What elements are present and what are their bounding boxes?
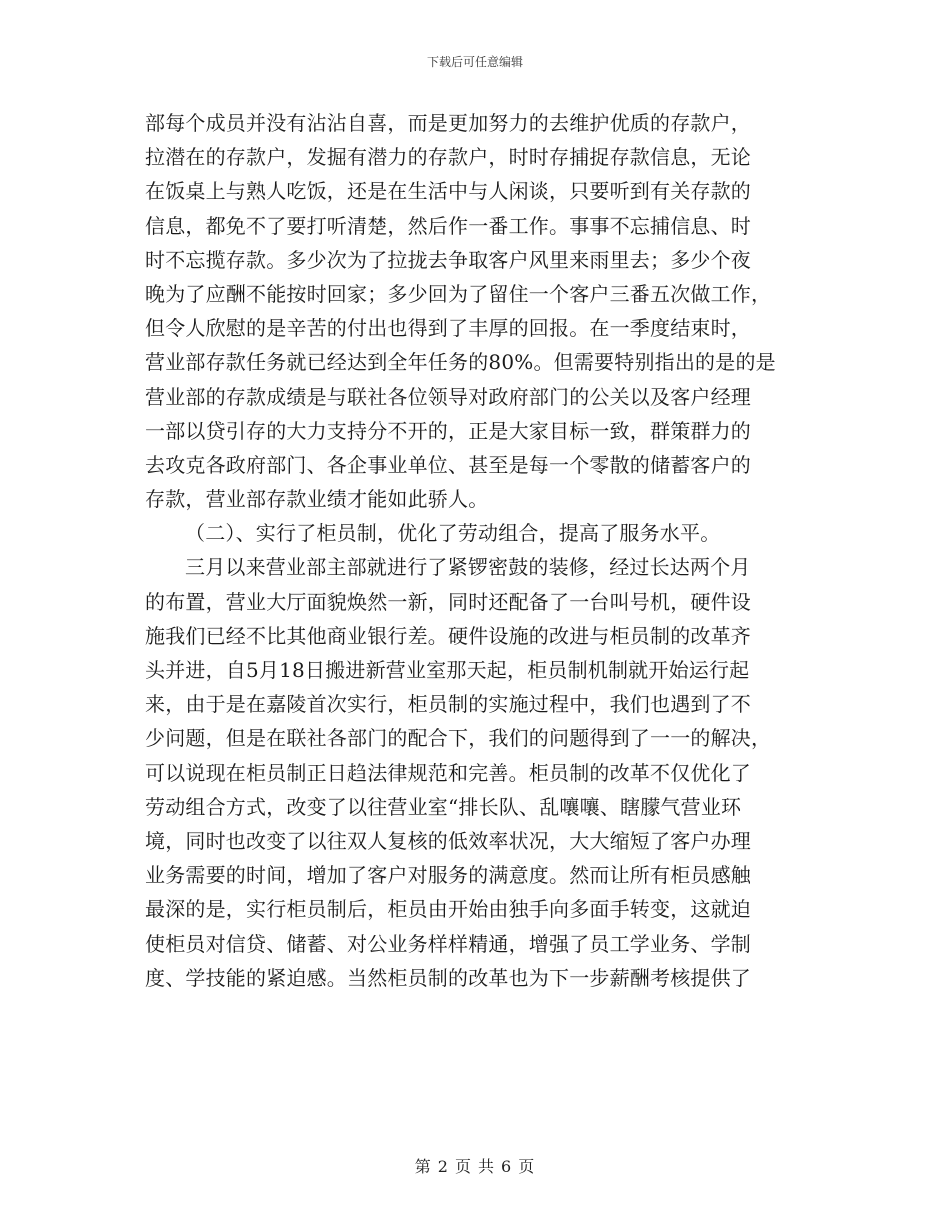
body-line: 营业部存款任务就已经达到全年任务的80%。但需要特别指出的是的是 [145, 350, 776, 375]
body-line: 拉潜在的存款户，发掘有潜力的存款户，时时存捕捉存款信息，无论 [145, 145, 751, 170]
body-line: 时不忘揽存款。多少次为了拉拢去争取客户风里来雨里去；多少个夜 [145, 247, 751, 272]
body-line: 少问题，但是在联社各部门的配合下，我们的问题得到了一一的解决， [145, 726, 772, 751]
page-header-note: 下载后可任意编辑 [426, 55, 523, 69]
body-line: 来，由于是在嘉陵首次实行，柜员制的实施过程中，我们也遇到了不 [145, 692, 751, 717]
footer-prefix: 第 [414, 1157, 432, 1176]
footer-suffix: 页 [518, 1157, 536, 1176]
body-line: 部每个成员并没有沾沾自喜，而是更加努力的去维护优质的存款户， [145, 111, 751, 135]
body-line: 晚为了应酬不能按时回家；多少回为了留住一个客户三番五次做工作， [145, 281, 772, 306]
body-line: 施我们已经不比其他商业银行差。硬件设施的改进与柜员制的改革齐 [145, 623, 751, 648]
body-line: 劳动组合方式，改变了以往营业室“排长队、乱嚷嚷、瞎朦气营业环 [145, 794, 742, 819]
body-line: 去攻克各政府部门、各企事业单位、甚至是每一个零散的储蓄客户的 [145, 452, 751, 477]
footer-page-number: 2 [437, 1157, 449, 1176]
document-body [145, 106, 813, 995]
body-line: 一部以贷引存的大力支持分不开的，正是大家目标一致，群策群力的 [145, 418, 751, 443]
footer-page-label: 页 [454, 1157, 472, 1176]
body-line: 在饭桌上与熟人吃饭，还是在生活中与人闲谈，只要听到有关存款的 [145, 179, 751, 204]
body-line: 存款，营业部存款业绩才能如此骄人。 [145, 487, 489, 512]
body-line: 头并进，自5月18日搬进新营业室那天起，柜员制机制就开始运行起 [145, 658, 750, 682]
body-line: 最深的是，实行柜员制后，柜员由开始由独手向多面手转变，这就迫 [145, 897, 751, 922]
footer-total-label: 共 [478, 1157, 496, 1176]
section-heading: （二）、实行了柜员制，优化了劳动组合，提高了服务水平。 [185, 521, 721, 546]
body-line: 但令人欣慰的是辛苦的付出也得到了丰厚的回报。在一季度结束时， [145, 316, 751, 341]
body-line: 可以说现在柜员制正日趋法律规范和完善。柜员制的改革不仅优化了 [145, 760, 751, 785]
page-footer [0, 1154, 950, 1177]
footer-total-pages: 6 [501, 1157, 513, 1176]
body-line: 度、学技能的紧迫感。当然柜员制的改革也为下一步薪酬考核提供了 [145, 965, 751, 990]
body-line: 的布置，营业大厅面貌焕然一新，同时还配备了一台叫号机，硬件设 [145, 589, 751, 614]
body-line: 业务需要的时间，增加了客户对服务的满意度。然而让所有柜员感触 [145, 863, 751, 888]
body-line: 信息，都免不了要打听清楚，然后作一番工作。事事不忘捕信息、时 [145, 213, 751, 238]
body-line: 使柜员对信贷、储蓄、对公业务样样精通，增强了员工学业务、学制 [145, 931, 751, 956]
paragraph-first-line: 三月以来营业部主部就进行了紧锣密鼓的装修，经过长达两个月 [185, 555, 751, 580]
body-line: 境，同时也改变了以往双人复核的低效率状况，大大缩短了客户办理 [145, 828, 751, 853]
body-line: 营业部的存款成绩是与联社各位领导对政府部门的公关以及客户经理 [145, 384, 751, 409]
